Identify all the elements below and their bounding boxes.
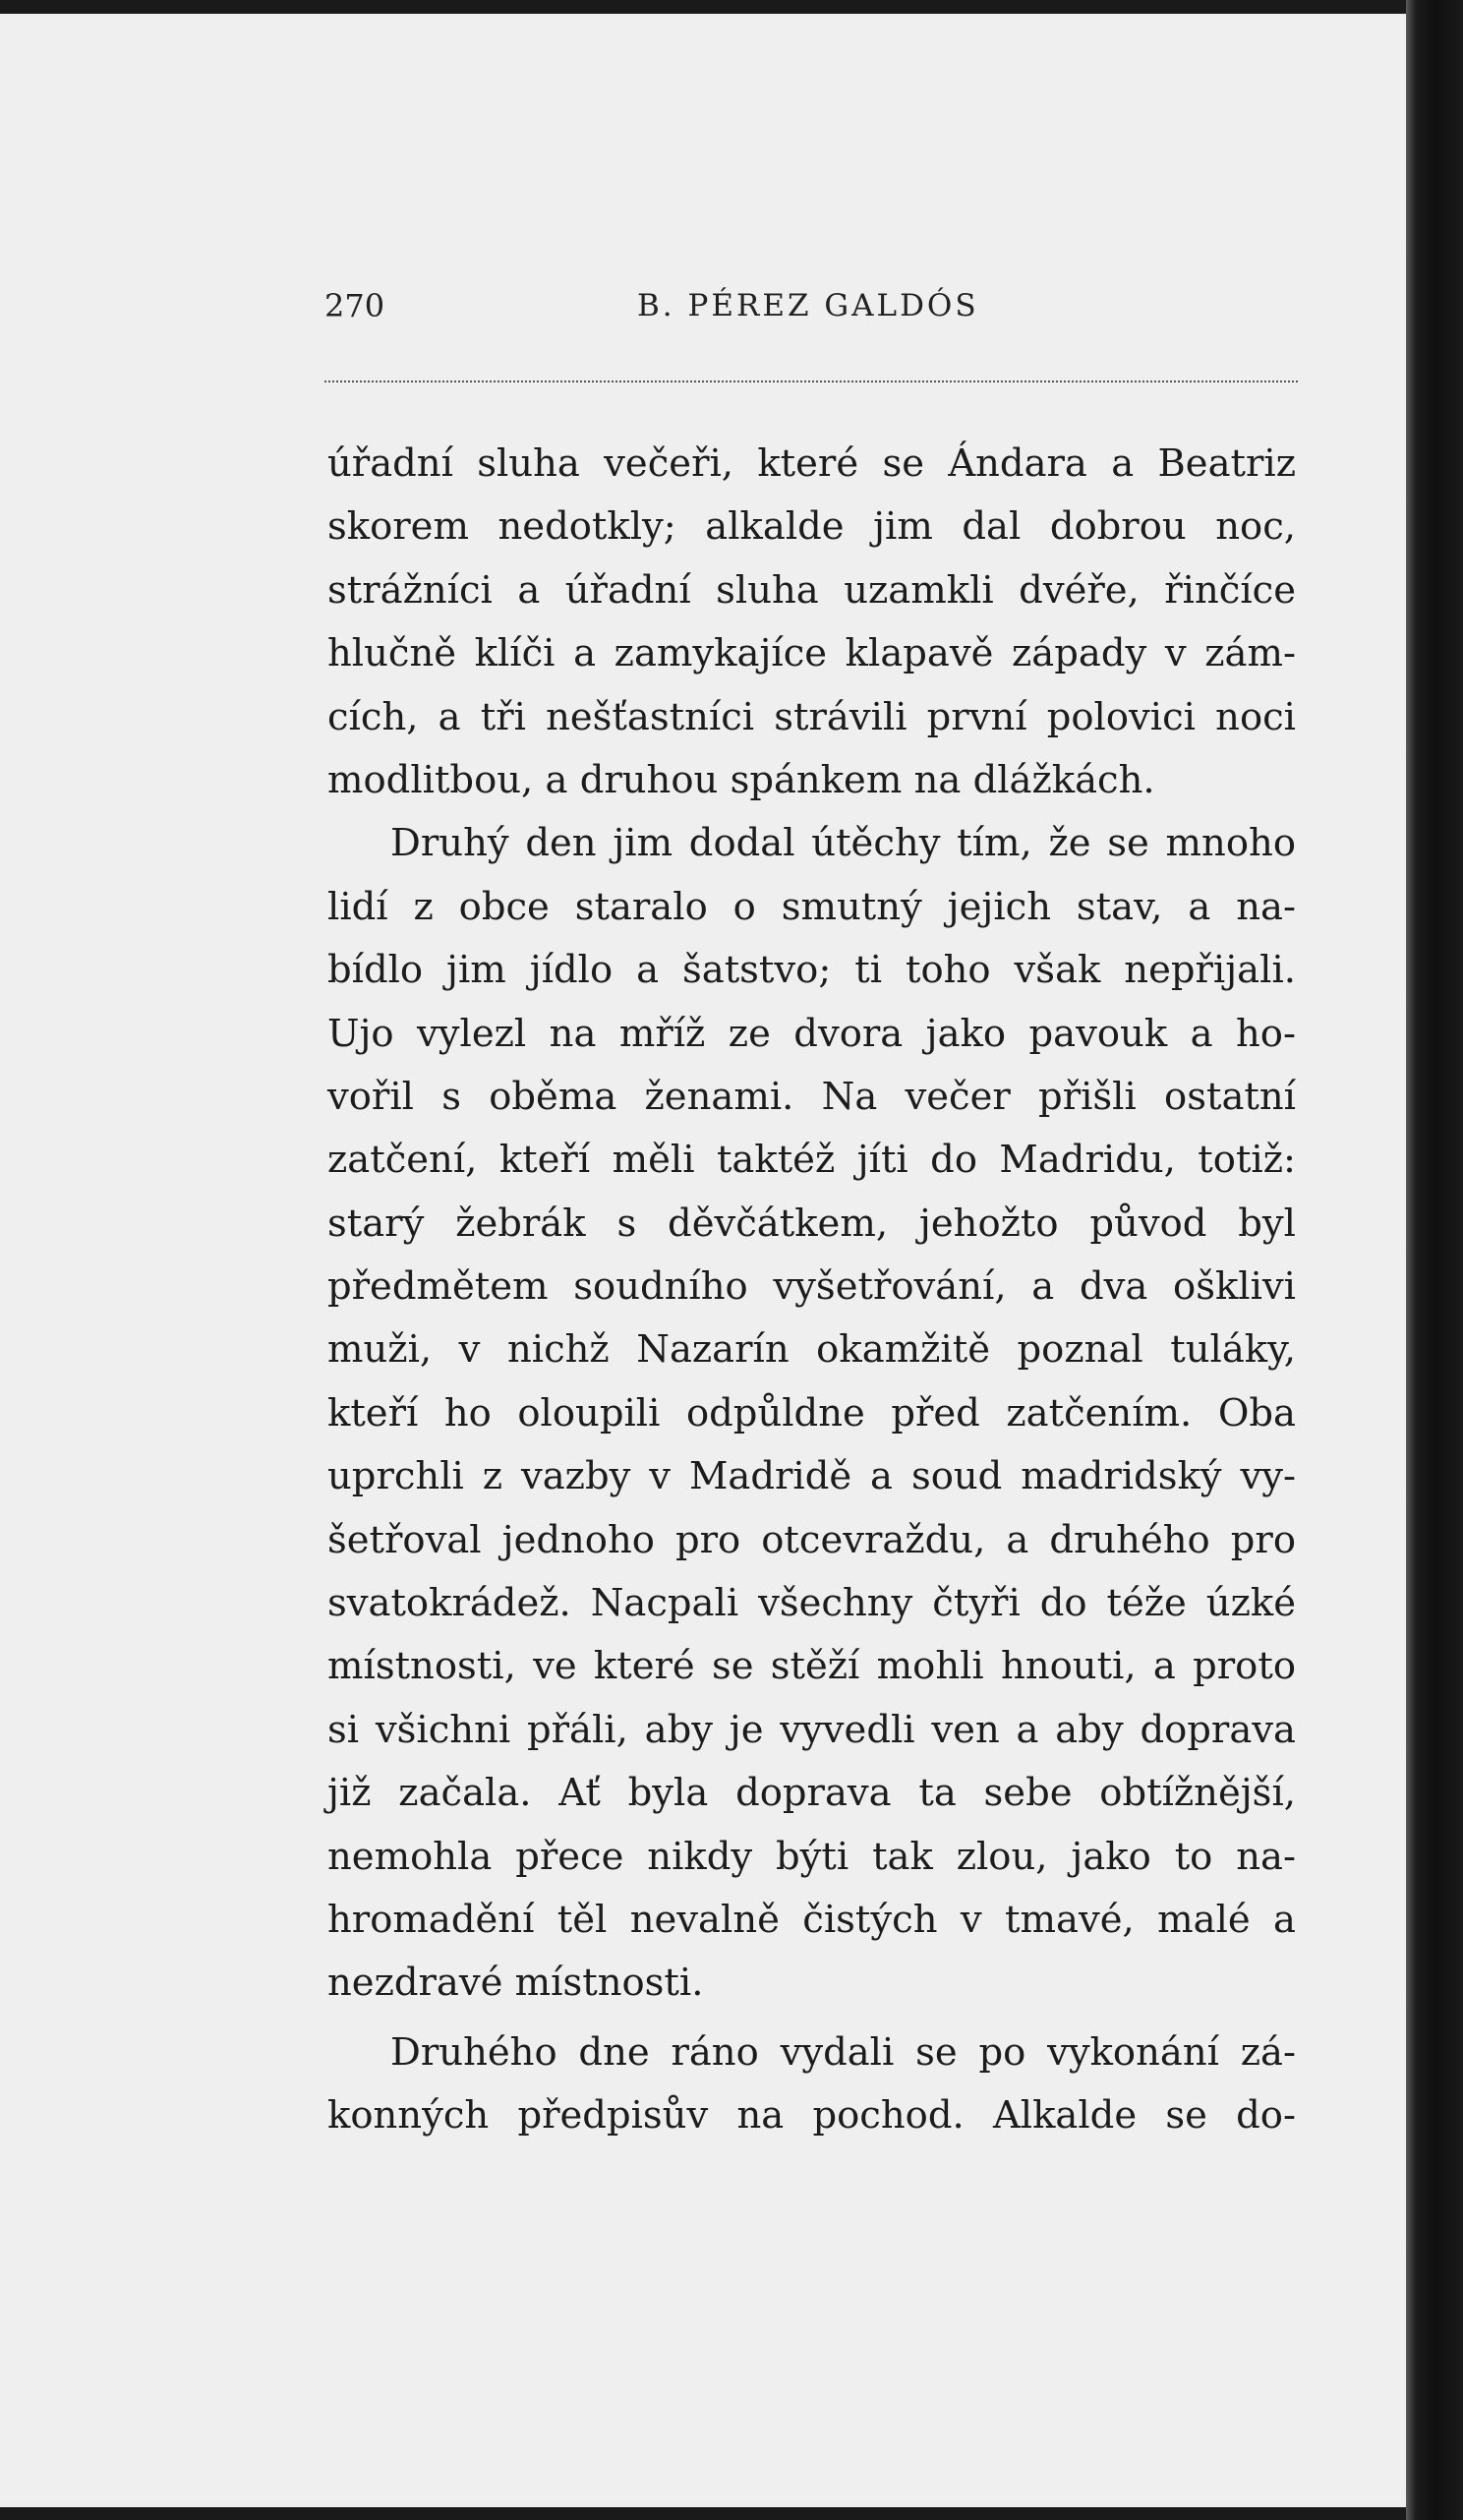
page-number: 270: [324, 287, 385, 324]
header-dotted-rule: [324, 381, 1298, 382]
text-line: si všichni přáli, aby je vyvedli ven a aby doprava: [327, 1707, 1296, 1752]
paragraph-3: [327, 2022, 1296, 2148]
text-line: nezdravé místnosti.: [327, 1961, 704, 2006]
book-spine-shadow: [1406, 0, 1463, 2520]
text-line: kteří ho oloupili odpůldne před zatčením. Oba: [327, 1390, 1296, 1436]
text-line: konných předpisův na pochod. Alkalde se do-: [327, 2093, 1296, 2139]
text-line: svatokrádež. Nacpali všechny čtyři do téže úzké: [327, 1581, 1296, 1626]
text-line: cích, a tři nešťastníci strávili první polovici noci: [327, 694, 1296, 739]
text-line: Druhý den jim dodal útěchy tím, že se mnoho: [390, 821, 1296, 866]
text-line: předmětem soudního vyšetřování, a dva ošklivi: [327, 1264, 1296, 1310]
text-line: zatčení, kteří měli taktéž jíti do Madridu, totiž:: [327, 1138, 1296, 1183]
text-line: nemohla přece nikdy býti tak zlou, jako to na-: [327, 1834, 1296, 1879]
text-line: vořil s oběma ženami. Na večer přišli ostatní: [327, 1074, 1296, 1119]
text-line: modlitbou, a druhou spánkem na dlážkách.: [327, 757, 1155, 802]
paragraph-2: [327, 812, 1296, 2015]
text-line: lidí z obce staralo o smutný jejich stav, a na-: [327, 884, 1296, 929]
body-text: [327, 433, 1296, 2148]
page-bottom-edge: [0, 2507, 1406, 2520]
paragraph-1: [327, 433, 1296, 812]
text-line: starý žebrák s děvčátkem, jehožto původ byl: [327, 1201, 1296, 1246]
text-line: Ujo vylezl na mříž ze dvora jako pavouk a ho-: [327, 1011, 1296, 1056]
text-line: uprchli z vazby v Madridě a soud madridský vy-: [327, 1454, 1296, 1499]
text-line: Druhého dne ráno vydali se po vykonání zá-: [390, 2029, 1296, 2075]
page-top-edge: [0, 0, 1406, 14]
text-line: strážníci a úřadní sluha uzamkli dvéře, řinčíce: [327, 567, 1296, 613]
text-line: již začala. Ať byla doprava ta sebe obtížnější,: [327, 1771, 1296, 1816]
text-line: hlučně klíči a zamykajíce klapavě západy v zám-: [327, 631, 1296, 676]
text-line: bídlo jim jídlo a šatstvo; ti toho však nepřijali.: [327, 948, 1296, 993]
running-head: B. PÉREZ GALDÓS: [637, 288, 979, 323]
text-line: šetřoval jednoho pro otcevraždu, a druhého pro: [327, 1517, 1296, 1562]
text-line: hromadění těl nevalně čistých v tmavé, malé a: [327, 1897, 1296, 1942]
text-line: úřadní sluha večeři, které se Ándara a Beatriz: [327, 441, 1296, 486]
text-line: muži, v nichž Nazarín okamžitě poznal tuláky,: [327, 1327, 1296, 1373]
text-line: místnosti, ve které se stěží mohli hnouti, a proto: [327, 1644, 1296, 1689]
text-line: skorem nedotkly; alkalde jim dal dobrou noc,: [327, 504, 1296, 550]
